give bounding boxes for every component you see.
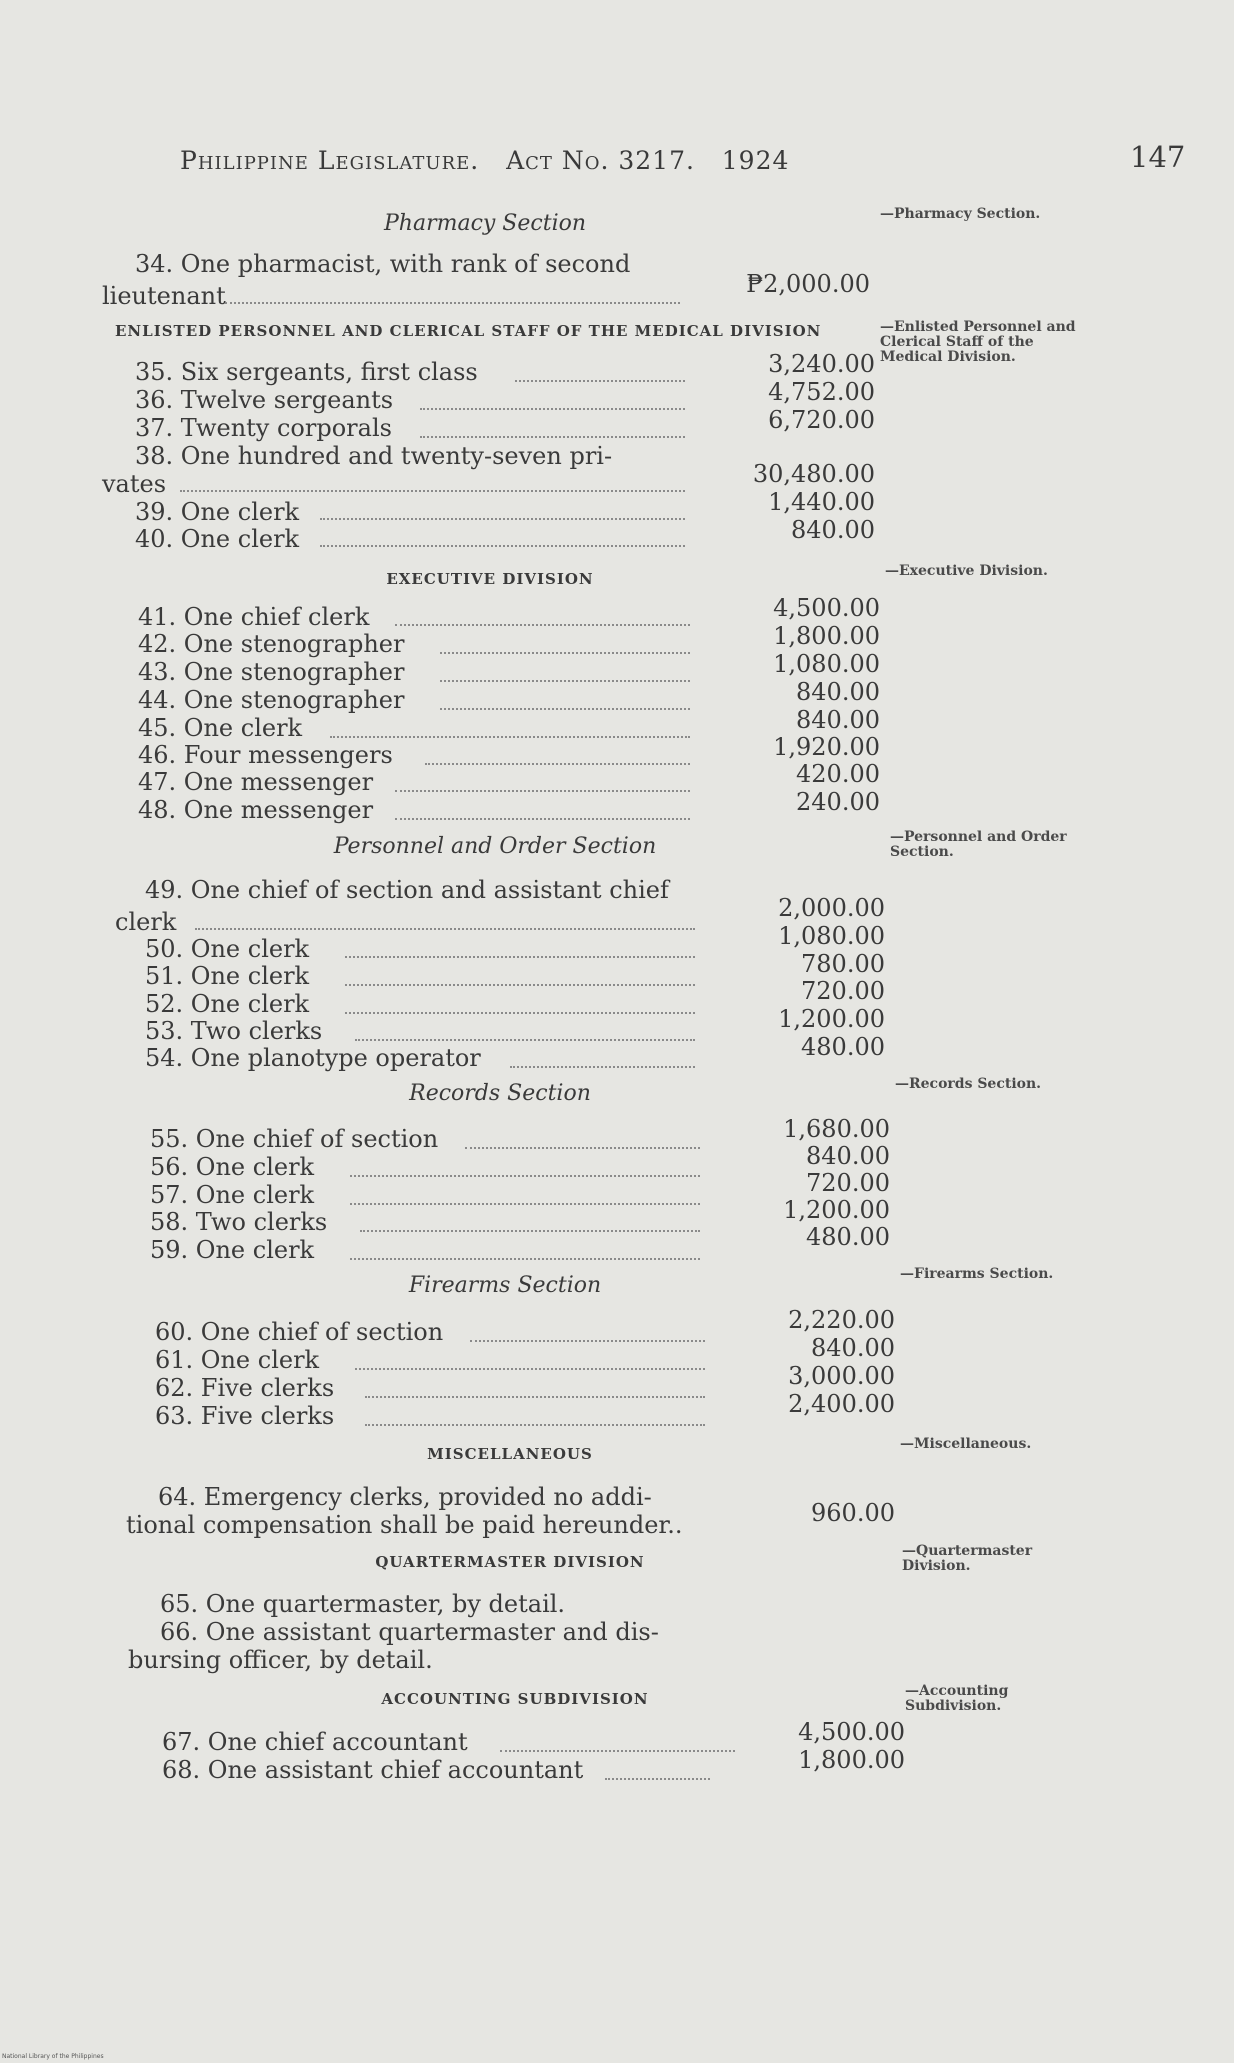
item-62: 62. Five clerks (155, 1374, 335, 1402)
item-57: 57. One clerk (150, 1181, 315, 1209)
amount-44: 840.00 (796, 678, 880, 706)
amount-59: 480.00 (806, 1223, 890, 1251)
item-44: 44. One stenographer (138, 686, 405, 714)
amount-58: 1,200.00 (783, 1196, 890, 1224)
item-47: 47. One messenger (138, 768, 374, 796)
header-legislature: Philippine Legislature. (180, 146, 480, 175)
item-46: 46. Four messengers (138, 741, 393, 769)
amount-46: 1,920.00 (773, 733, 880, 761)
item-37: 37. Twenty corporals (135, 414, 392, 442)
leader-46 (425, 763, 690, 765)
amount-35: 3,240.00 (768, 350, 875, 378)
amount-61: 840.00 (811, 1334, 895, 1362)
leader-67 (500, 1750, 735, 1752)
leader-57 (350, 1203, 700, 1205)
amount-67: 4,500.00 (798, 1718, 905, 1746)
item-48: 48. One messenger (138, 796, 374, 824)
header-act: Act No. 3217. (506, 146, 695, 175)
leader-35 (515, 380, 685, 382)
item-50: 50. One clerk (145, 935, 310, 963)
leader-42 (440, 652, 690, 654)
amount-50: 1,080.00 (778, 922, 885, 950)
leader-37 (420, 436, 685, 438)
item-55: 55. One chief of section (150, 1125, 439, 1153)
leader-60 (470, 1340, 705, 1342)
item-40: 40. One clerk (135, 525, 300, 553)
amount-40: 840.00 (791, 516, 875, 544)
amount-43: 1,080.00 (773, 650, 880, 678)
margin-note-executive: —Executive Division. (885, 563, 1048, 579)
amount-62: 3,000.00 (788, 1362, 895, 1390)
leader-63 (365, 1424, 705, 1426)
leader-53 (355, 1039, 695, 1041)
item-38-line-1: 38. One hundred and twenty-seven pri- (135, 442, 613, 470)
leader-36 (420, 408, 685, 410)
leader-56 (350, 1175, 700, 1177)
margin-note-pharmacy: —Pharmacy Section. (880, 206, 1041, 222)
item-60: 60. One chief of section (155, 1318, 444, 1346)
leader-59 (350, 1258, 700, 1260)
leader-38 (180, 490, 685, 492)
leader-61 (355, 1368, 705, 1370)
leader-43 (440, 680, 690, 682)
amount-38: 30,480.00 (752, 460, 875, 488)
item-34-line-2: lieutenant (102, 282, 226, 310)
section-heading-firearms: Firearms Section (408, 1273, 602, 1298)
archive-footer: National Library of the Philippines (2, 2053, 104, 2060)
amount-53: 1,200.00 (778, 1005, 885, 1033)
margin-note-records: —Records Section. (895, 1076, 1042, 1092)
page-number: 147 (1130, 140, 1186, 174)
leader-47 (395, 790, 690, 792)
section-heading-misc: MISCELLANEOUS (427, 1445, 593, 1463)
leader-40 (320, 545, 685, 547)
amount-42: 1,800.00 (773, 622, 880, 650)
leader-44 (440, 708, 690, 710)
amount-51: 780.00 (801, 950, 885, 978)
leader-50 (345, 956, 695, 958)
item-61: 61. One clerk (155, 1346, 320, 1374)
amount-47: 420.00 (796, 760, 880, 788)
amount-64: 960.00 (811, 1499, 895, 1527)
item-64-line-2: tional compensation shall be paid hereunder.. (126, 1511, 683, 1539)
amount-41: 4,500.00 (773, 594, 880, 622)
section-heading-pharmacy: Pharmacy Section (383, 211, 587, 236)
amount-63: 2,400.00 (788, 1390, 895, 1418)
item-59: 59. One clerk (150, 1236, 315, 1264)
leader-68 (605, 1778, 710, 1780)
margin-note-quartermaster: —Quartermaster Division. (902, 1543, 1033, 1574)
leader-41 (395, 624, 690, 626)
section-heading-personnel: Personnel and Order Section (333, 834, 657, 859)
item-42: 42. One stenographer (138, 630, 405, 658)
margin-note-personnel: —Personnel and Order Section. (890, 829, 1067, 860)
amount-34: ₱2,000.00 (746, 270, 870, 298)
item-54: 54. One planotype operator (145, 1044, 481, 1072)
amount-52: 720.00 (801, 977, 885, 1005)
item-34-line-1: 34. One pharmacist, with rank of second (135, 250, 631, 278)
leader-52 (345, 1012, 695, 1014)
amount-39: 1,440.00 (768, 488, 875, 516)
leader-55 (465, 1147, 700, 1149)
item-66-line-1: 66. One assistant quartermaster and dis- (160, 1618, 659, 1646)
leader-62 (365, 1396, 705, 1398)
section-heading-quartermaster: QUARTERMASTER DIVISION (375, 1553, 645, 1571)
amount-57: 720.00 (806, 1169, 890, 1197)
item-38-line-2: vates (102, 470, 167, 498)
margin-note-accounting: —Accounting Subdivision. (905, 1683, 1009, 1714)
item-65: 65. One quartermaster, by detail. (160, 1590, 566, 1618)
amount-60: 2,220.00 (788, 1306, 895, 1334)
item-45: 45. One clerk (138, 714, 303, 742)
amount-48: 240.00 (796, 788, 880, 816)
amount-45: 840.00 (796, 706, 880, 734)
leader-48 (395, 818, 690, 820)
item-36: 36. Twelve sergeants (135, 386, 394, 414)
item-52: 52. One clerk (145, 990, 310, 1018)
amount-55: 1,680.00 (783, 1115, 890, 1143)
section-heading-accounting: ACCOUNTING SUBDIVISION (381, 1690, 649, 1708)
item-56: 56. One clerk (150, 1153, 315, 1181)
amount-49: 2,000.00 (778, 894, 885, 922)
item-49-line-2: clerk (115, 908, 177, 936)
leader-39 (320, 518, 685, 520)
leader-58 (360, 1230, 700, 1232)
leader-45 (330, 736, 690, 738)
item-67: 67. One chief accountant (162, 1728, 468, 1756)
item-43: 43. One stenographer (138, 658, 405, 686)
amount-56: 840.00 (806, 1142, 890, 1170)
margin-note-misc: —Miscellaneous. (900, 1436, 1032, 1452)
item-35: 35. Six sergeants, first class (135, 358, 478, 386)
section-heading-enlisted: ENLISTED PERSONNEL AND CLERICAL STAFF OF THE MEDICAL DIVISION (115, 322, 822, 340)
item-49-line-1: 49. One chief of section and assistant chief (145, 876, 669, 904)
item-63: 63. Five clerks (155, 1402, 335, 1430)
amount-37: 6,720.00 (768, 406, 875, 434)
running-header (180, 146, 789, 175)
margin-note-enlisted: —Enlisted Personnel and Clerical Staff of the Medical Division. (880, 319, 1076, 365)
amount-68: 1,800.00 (798, 1746, 905, 1774)
item-64-line-1: 64. Emergency clerks, provided no addi- (158, 1483, 652, 1511)
leader-54 (510, 1066, 695, 1068)
margin-note-firearms: —Firearms Section. (900, 1266, 1054, 1282)
item-53: 53. Two clerks (145, 1017, 323, 1045)
amount-36: 4,752.00 (768, 378, 875, 406)
leader-51 (345, 984, 695, 986)
leader-34 (225, 302, 680, 304)
item-68: 68. One assistant chief accountant (162, 1756, 584, 1784)
item-66-line-2: bursing officer, by detail. (128, 1646, 433, 1674)
item-51: 51. One clerk (145, 962, 310, 990)
item-41: 41. One chief clerk (138, 603, 370, 631)
section-heading-executive: EXECUTIVE DIVISION (386, 570, 594, 588)
amount-54: 480.00 (801, 1033, 885, 1061)
header-year: 1924 (721, 146, 790, 175)
item-39: 39. One clerk (135, 498, 300, 526)
leader-49 (195, 928, 695, 930)
section-heading-records: Records Section (409, 1081, 591, 1106)
item-58: 58. Two clerks (150, 1208, 328, 1236)
